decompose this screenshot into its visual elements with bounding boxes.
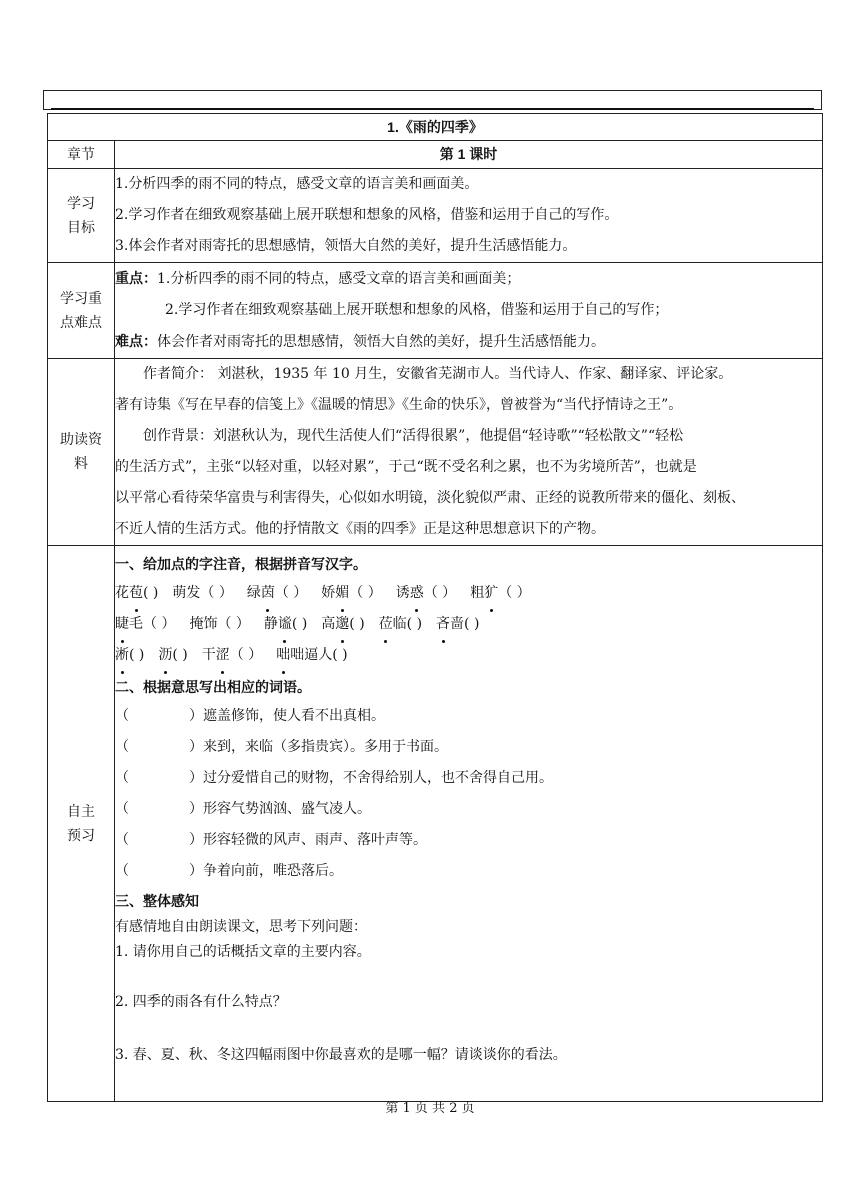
meaning-item [115, 825, 822, 856]
goal-item: 1.分析四季的雨不同的特点，感受文章的语言美和画面美。 [115, 176, 479, 192]
answer-blank-open[interactable]: （ [115, 739, 129, 755]
vocab-text: ( ) [143, 585, 159, 601]
meaning-item [115, 856, 822, 887]
question-2: 2. 四季的雨各有什么特点？ [115, 994, 287, 1010]
vocab-text: 娇 [321, 585, 336, 601]
dotted-char: 犷 [484, 578, 498, 609]
dotted-char: 淅 [115, 640, 129, 671]
key-label-text: 学习重点难点 [60, 290, 102, 331]
vocab-text: （ ） [498, 585, 531, 601]
vocab-text: 毛（ ） [129, 616, 176, 632]
vocab-item [247, 578, 307, 609]
preview-label [48, 546, 115, 1102]
dotted-char: 媚 [335, 578, 349, 609]
meaning-text: 形容气势汹汹、盛气凌人。 [203, 801, 371, 817]
answer-blank-open[interactable]: （ [115, 863, 129, 879]
vocab-item [396, 578, 456, 609]
reading-label-text: 助读资料 [60, 432, 102, 472]
vocab-text: 萌发 [172, 585, 201, 601]
answer-blank-close: ） [189, 863, 203, 879]
meaning-item [115, 732, 822, 763]
vocab-row-2 [115, 609, 822, 640]
vocab-row-1 [115, 578, 822, 609]
lesson-title: 1.《雨的四季》 [48, 114, 823, 141]
preview-row [48, 546, 823, 1102]
vocab-item [115, 609, 175, 640]
dotted-char: 惑 [410, 578, 424, 609]
key-point-1: 1.分析四季的雨不同的特点，感受文章的语言美和画面美； [157, 271, 521, 287]
meaning-text: 遮盖修饰，使人看不出真相。 [203, 708, 385, 724]
vocab-item [115, 578, 158, 609]
vocab-text: （ ） [217, 616, 250, 632]
dotted-char: 邈 [335, 609, 349, 640]
vocab-item [321, 578, 381, 609]
vocab-row-3 [115, 640, 822, 671]
vocab-text: 临( ) [392, 616, 423, 632]
vocab-text: 粗 [470, 585, 485, 601]
reading-line: 不近人情的生活方式。他的抒情散文《雨的四季》正是这种思想意识下的产物。 [115, 521, 605, 537]
goals-row [48, 169, 823, 263]
section-label: 章节 [48, 141, 115, 169]
dotted-char: 莅 [379, 609, 393, 640]
vocab-text: ( ) [172, 647, 188, 663]
vocab-item [321, 609, 364, 640]
vocab-text: 咄逼人( ) [290, 647, 348, 663]
meaning-text: 形容轻微的风声、雨声、落叶声等。 [203, 832, 427, 848]
vocab-item [436, 609, 479, 640]
vocab-item [470, 578, 530, 609]
question-1: 1. 请你用自己的话概括文章的主要内容。 [115, 944, 371, 960]
section-3-title: 三、整体感知 [115, 893, 199, 909]
vocab-text: （ ） [229, 647, 263, 663]
reading-line: 的生活方式”，主张“以轻对重，以轻对累”，于己“既不受名利之累，也不为劣境所苦”，也就是 [115, 459, 697, 475]
meaning-text: 过分爱惜自己的财物，不舍得给别人，也不舍得自己用。 [203, 770, 553, 786]
meanings-list [115, 701, 822, 887]
vocab-text: 掩饰 [189, 616, 218, 632]
vocab-text: 诱 [395, 585, 410, 601]
vocab-item [189, 609, 249, 640]
goals-label [48, 169, 115, 263]
vocab-text: 高 [321, 616, 336, 632]
goal-item: 2.学习作者在细致观察基础上展开联想和想象的风格，借鉴和运用于自己的写作。 [115, 207, 619, 223]
vocab-item [115, 640, 144, 671]
reading-line: 以平常心看待荣华富贵与利害得失，心似如水明镜，淡化貌似严肃、正经的说教所带来的僵化、刻板、 [115, 490, 745, 506]
period-value: 第 1 课时 [115, 141, 823, 169]
dotted-char: 苞 [129, 578, 143, 609]
dotted-char: 涩 [216, 640, 230, 671]
difficulty-label: 难点： [115, 333, 157, 349]
vocab-text: （ ） [274, 585, 308, 601]
goal-item: 3.体会作者对雨寄托的思想感情，领悟大自然的美好，提升生活感悟能力。 [115, 238, 577, 254]
vocab-text: 花 [115, 585, 129, 601]
answer-blank-close: ） [189, 801, 203, 817]
title-row [48, 114, 823, 141]
meaning-item [115, 763, 822, 794]
answer-blank-close: ） [189, 708, 203, 724]
meaning-text: 争着向前，唯恐落后。 [203, 863, 343, 879]
meaning-text: 来到，来临（多指贵宾）。多用于书面。 [203, 739, 448, 755]
key-point-2: 2.学习作者在细致观察基础上展开联想和想象的风格，借鉴和运用于自己的写作； [165, 302, 669, 318]
section-1-title: 一、给加点的字注音，根据拼音写汉字。 [115, 556, 367, 572]
page-footer: 第 1 页 共 2 页 [385, 1101, 475, 1116]
dotted-char: 谧 [278, 609, 292, 640]
vocab-item [172, 578, 232, 609]
goals-label-text: 学习目标 [67, 195, 95, 236]
header-rule [51, 108, 814, 110]
answer-blank-open[interactable]: （ [115, 801, 129, 817]
vocab-text: ( ) [349, 616, 365, 632]
section-3-intro: 有感情地自由朗读课文，思考下列问题： [115, 919, 367, 935]
vocab-item [202, 640, 262, 671]
meaning-item [115, 701, 822, 732]
vocab-item [264, 609, 307, 640]
vocab-text: 干 [201, 647, 216, 663]
reading-line: 著有诗集《写在早春的信笺上》《温暖的情思》《生命的快乐》，曾被誉为“当代抒情诗之王”。 [115, 397, 683, 413]
vocab-item [276, 640, 347, 671]
answer-blank-close: ） [189, 770, 203, 786]
key-row [48, 263, 823, 359]
lesson-table [47, 113, 823, 1102]
section-2-title: 二、根据意思写出相应的词语。 [115, 679, 311, 695]
dotted-char: 吝 [436, 609, 450, 640]
answer-blank-open[interactable]: （ [115, 770, 129, 786]
vocab-text: 啬( ) [450, 616, 480, 632]
page-header-box [43, 90, 822, 110]
answer-blank-open[interactable]: （ [115, 708, 129, 724]
difficulty-text: 体会作者对雨寄托的思想感情，领悟大自然的美好，提升生活感悟能力。 [157, 334, 605, 350]
meaning-item [115, 794, 822, 825]
vocab-text: ( ) [129, 647, 145, 663]
vocab-text: （ ） [200, 585, 233, 601]
key-point-label: 重点： [115, 270, 157, 286]
key-content [115, 263, 823, 359]
vocab-text: ( ) [291, 616, 308, 632]
reading-content [115, 359, 823, 546]
reading-line: 作者简介： 刘湛秋，1935 年 10 月生，安徽省芜湖市人。当代诗人、作家、翻译家、评论家。 [143, 366, 733, 382]
reading-label [48, 359, 115, 546]
dotted-char: 睫 [115, 609, 129, 640]
preview-label-text: 自主预习 [67, 803, 95, 844]
answer-blank-open[interactable]: （ [115, 832, 129, 848]
reading-row [48, 359, 823, 546]
answer-blank-close: ） [189, 739, 203, 755]
question-3: 3. 春、夏、秋、冬这四幅雨图中你最喜欢的是哪一幅？请谈谈你的看法。 [115, 1047, 567, 1063]
key-label [48, 263, 115, 359]
vocab-text: 静 [263, 616, 278, 632]
reading-line: 创作背景：刘湛秋认为，现代生活使人们“活得很累”，他提倡“轻诗歌”“轻松散文”“轻松 [143, 428, 684, 444]
dotted-char: 茵 [261, 578, 275, 609]
preview-content [115, 546, 823, 1102]
answer-blank-close: ） [189, 832, 203, 848]
vocab-item [379, 609, 422, 640]
vocab-item [158, 640, 187, 671]
dotted-char: 咄 [276, 640, 290, 671]
goals-content [115, 169, 823, 263]
vocab-text: 绿 [246, 585, 261, 601]
vocab-text: （ ） [349, 585, 382, 601]
period-row [48, 141, 823, 169]
dotted-char: 沥 [158, 640, 172, 671]
vocab-text: （ ） [423, 585, 457, 601]
